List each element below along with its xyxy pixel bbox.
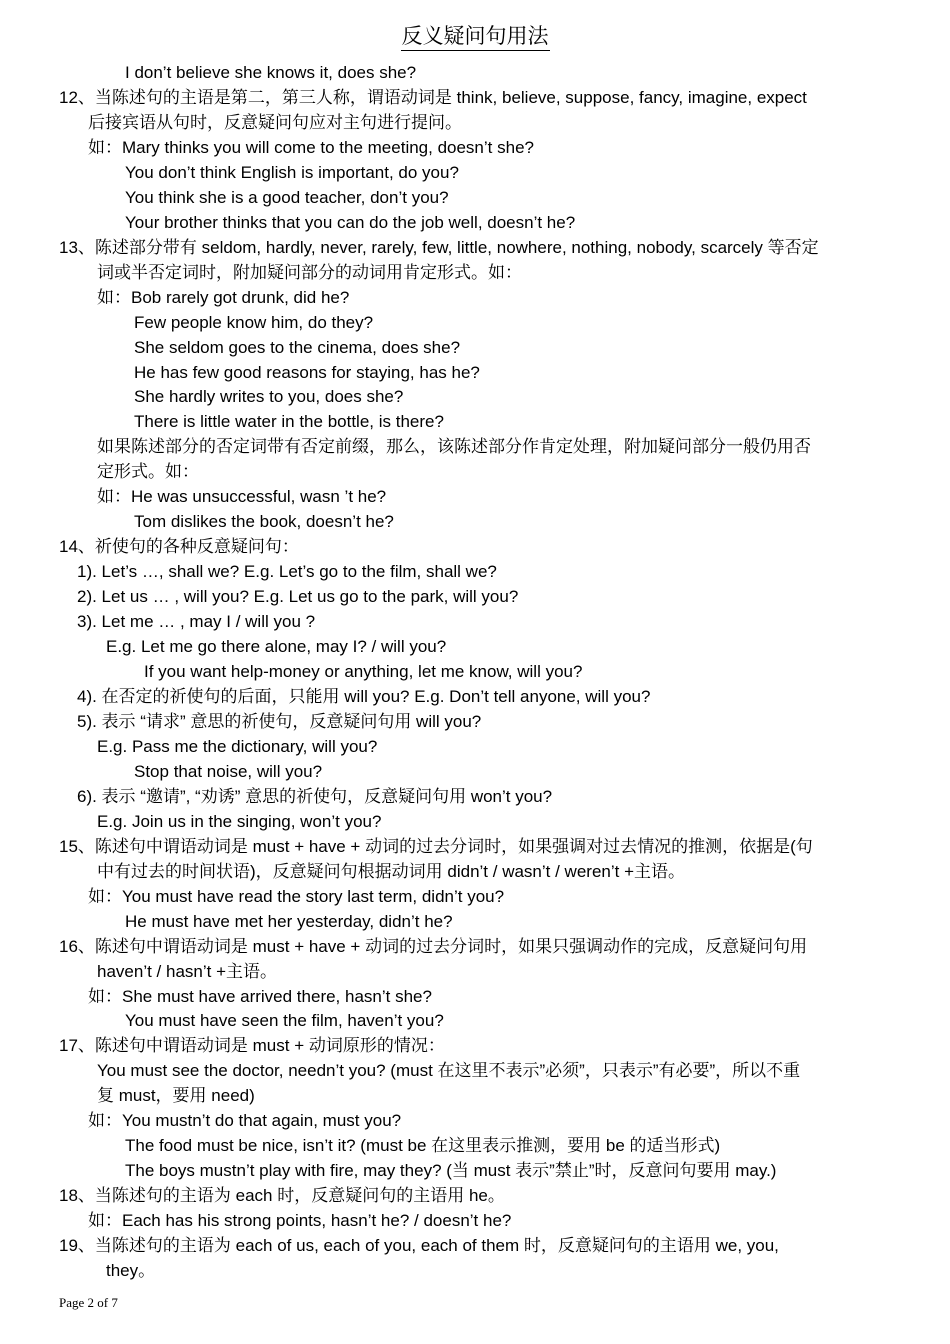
text-line: they。	[106, 1261, 156, 1281]
text-line: 词或半否定词时，附加疑问部分的动词用肯定形式。如：	[97, 262, 522, 282]
text-line: 15、陈述句中谓语动词是 must + have + 动词的过去分词时，如果强调对过去情况的推测，依据是(句	[59, 836, 813, 856]
text-line: He must have met her yesterday, didn’t he?	[125, 911, 453, 931]
text-line: 2). Let us … , will you? E.g. Let us go to the park, will you?	[77, 587, 519, 607]
text-line: You think she is a good teacher, don’t you?	[125, 187, 449, 207]
text-line: 12、当陈述句的主语是第二，第三人称，谓语动词是 think, believe, suppose, fancy, imagine, expect	[59, 87, 807, 107]
text-line: Your brother thinks that you can do the job well, doesn’t he?	[125, 212, 576, 232]
text-line: 如果陈述部分的否定词带有否定前缀，那么，该陈述部分作肯定处理，附加疑问部分一般仍用否	[97, 437, 811, 457]
text-line: The food must be nice, isn’t it? (must be 在这里表示推测，要用 be 的适当形式)	[125, 1136, 721, 1156]
text-line: The boys mustn’t play with fire, may they? (当 must 表示”禁止”时，反意问句要用 may.)	[125, 1161, 777, 1181]
text-line: 如：She must have arrived there, hasn’t she?	[88, 986, 432, 1006]
text-line: 如：You must have read the story last term, didn’t you?	[88, 886, 505, 906]
text-line: 13、陈述部分带有 seldom, hardly, never, rarely, few, little, nowhere, nothing, nobody, scarcely 等否定	[59, 237, 819, 257]
text-line: 6). 表示 “邀请”, “劝诱” 意思的祈使句，反意疑问句用 won’t you?	[77, 786, 553, 806]
text-line: I don’t believe she knows it, does she?	[125, 63, 417, 82]
text-line: E.g. Let me go there alone, may I? / will you?	[106, 637, 447, 657]
page-title-wrap	[0, 20, 950, 50]
text-line: 后接宾语从句时，反意疑问句应对主句进行提问。	[88, 112, 462, 132]
text-line: Few people know him, do they?	[134, 312, 374, 332]
text-line: She seldom goes to the cinema, does she?	[134, 337, 461, 357]
text-line: 如：He was unsuccessful, wasn ’t he?	[97, 487, 387, 507]
text-line: She hardly writes to you, does she?	[134, 387, 404, 407]
text-line: 3). Let me … , may I / will you ?	[77, 612, 316, 632]
text-line: Tom dislikes the book, doesn’t he?	[134, 512, 394, 532]
text-line: 19、当陈述句的主语为 each of us, each of you, each of them 时，反意疑问句的主语用 we, you,	[59, 1236, 779, 1256]
text-line: 如：Mary thinks you will come to the meeting, doesn’t she?	[88, 137, 534, 157]
text-line: 16、陈述句中谓语动词是 must + have + 动词的过去分词时，如果只强调动作的完成，反意疑问句用	[59, 936, 808, 956]
text-line: You don’t think English is important, do you?	[125, 162, 459, 182]
page-title: 反义疑问句用法	[401, 24, 550, 51]
text-line: 4). 在否定的祈使句的后面，只能用 will you? E.g. Don’t tell anyone, will you?	[77, 687, 651, 706]
text-line: 复 must，要用 need)	[97, 1086, 255, 1106]
text-line: 14、祈使句的各种反意疑问句：	[59, 537, 299, 557]
text-line: 定形式。如：	[97, 462, 199, 482]
text-line: haven’t / hasn’t +主语。	[97, 961, 278, 981]
text-line: E.g. Join us in the singing, won’t you?	[97, 811, 382, 831]
text-line: If you want help-money or anything, let me know, will you?	[144, 662, 583, 682]
text-line: 5). 表示 “请求” 意思的祈使句，反意疑问句用 will you?	[77, 711, 482, 731]
text-line: 17、陈述句中谓语动词是 must + 动词原形的情况：	[59, 1036, 445, 1056]
text-line: 1). Let’s …, shall we? E.g. Let’s go to the film, shall we?	[77, 562, 497, 582]
text-line: You must have seen the film, haven’t you?	[125, 1011, 444, 1031]
text-line: 中有过去的时间状语)，反意疑问句根据动词用 didn’t / wasn’t / weren’t +主语。	[97, 861, 686, 881]
text-line: He has few good reasons for staying, has he?	[134, 362, 480, 382]
text-line: 如：Each has his strong points, hasn’t he? / doesn’t he?	[88, 1211, 512, 1231]
text-line: You must see the doctor, needn’t you? (must 在这里不表示”必须”，只表示”有必要”，所以不重	[97, 1061, 801, 1081]
text-line: 如：You mustn’t do that again, must you?	[88, 1111, 402, 1131]
text-line: 18、当陈述句的主语为 each 时，反意疑问句的主语用 he。	[59, 1186, 505, 1206]
text-line: Stop that noise, will you?	[134, 761, 323, 781]
text-line: There is little water in the bottle, is there?	[134, 412, 444, 432]
text-line: E.g. Pass me the dictionary, will you?	[97, 736, 378, 756]
page-footer: Page 2 of 7	[59, 1295, 118, 1310]
text-line: 如：Bob rarely got drunk, did he?	[97, 287, 350, 307]
